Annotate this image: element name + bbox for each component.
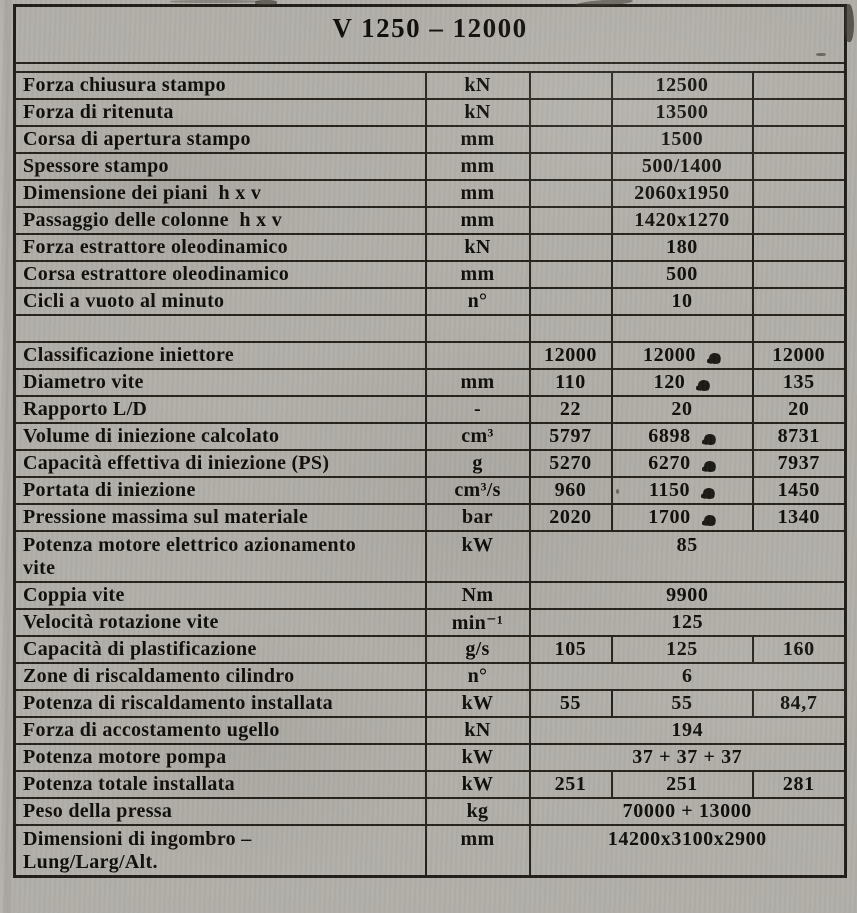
- spec-row: [15, 72, 846, 99]
- spec-row: [15, 423, 846, 450]
- datasheet: [13, 4, 847, 878]
- row-value: [612, 504, 753, 531]
- spec-row: [15, 180, 846, 207]
- row-value-empty: [530, 72, 612, 99]
- row-value: [753, 636, 846, 663]
- row-value-empty: [753, 126, 846, 153]
- row-value: [612, 423, 753, 450]
- spec-row: [15, 450, 846, 477]
- row-label: Peso della pressa: [15, 798, 426, 825]
- row-value: [530, 771, 612, 798]
- row-value-text: 120: [653, 370, 686, 393]
- row-label: Potenza motore pompa: [15, 744, 426, 771]
- title-row: [15, 6, 846, 63]
- row-value-text: 105: [554, 637, 587, 660]
- spec-row: [15, 369, 846, 396]
- row-value: 12500: [612, 72, 753, 99]
- spec-table-body: [15, 6, 846, 877]
- row-unit: kW: [426, 531, 530, 582]
- row-value-text: 12000: [544, 343, 597, 366]
- spec-row: [15, 798, 846, 825]
- spec-row: [15, 636, 846, 663]
- row-value-merged: 194: [530, 717, 846, 744]
- row-value-merged: 125: [530, 609, 846, 636]
- row-value-empty: [530, 180, 612, 207]
- row-value: [530, 315, 612, 342]
- row-value-merged: 37 + 37 + 37: [530, 744, 846, 771]
- spec-row: [15, 153, 846, 180]
- row-unit: g/s: [426, 636, 530, 663]
- row-value-text: 6898: [648, 424, 691, 447]
- row-value-text: 55: [559, 691, 582, 714]
- row-unit: kN: [426, 72, 530, 99]
- row-value-text: 7937: [777, 451, 820, 474]
- spec-table: [13, 4, 847, 878]
- row-label: Dimensione dei piani h x v: [15, 180, 426, 207]
- row-value-text: 8731: [777, 424, 820, 447]
- row-unit: bar: [426, 504, 530, 531]
- row-unit: n°: [426, 663, 530, 690]
- row-value-text: 160: [782, 637, 815, 660]
- row-value: 500: [612, 261, 753, 288]
- page-edge-shadow: [0, 0, 13, 913]
- row-value-empty: [753, 207, 846, 234]
- spec-row: [15, 234, 846, 261]
- row-value: [530, 450, 612, 477]
- row-value-text: 251: [554, 772, 587, 795]
- row-value-text: 1700: [648, 505, 691, 528]
- row-label: Potenza di riscaldamento installata: [15, 690, 426, 717]
- row-value: [530, 690, 612, 717]
- row-value: [612, 396, 753, 423]
- row-value-empty: [530, 207, 612, 234]
- row-label: Capacità effettiva di iniezione (PS): [15, 450, 426, 477]
- title-spacer: [15, 63, 846, 72]
- row-value-empty: [753, 234, 846, 261]
- row-value-text: 6270: [648, 451, 691, 474]
- row-label: Spessore stampo: [15, 153, 426, 180]
- row-value-merged: 9900: [530, 582, 846, 609]
- row-unit: -: [426, 396, 530, 423]
- ink-blot-icon: [702, 433, 717, 447]
- row-value: [530, 477, 612, 504]
- row-value-text: 5797: [549, 424, 592, 447]
- row-value: [753, 771, 846, 798]
- row-value: 1500: [612, 126, 753, 153]
- row-unit: kW: [426, 690, 530, 717]
- ink-blot-icon: [708, 352, 723, 366]
- row-value-empty: [530, 234, 612, 261]
- ink-blot-icon: [702, 487, 717, 501]
- row-label: Capacità di plastificazione: [15, 636, 426, 663]
- spec-row: [15, 504, 846, 531]
- row-label: Rapporto L/D: [15, 396, 426, 423]
- spec-row: [15, 315, 846, 342]
- row-value-empty: [753, 180, 846, 207]
- row-label: Passaggio delle colonne h x v: [15, 207, 426, 234]
- title-spacer-row: [15, 63, 846, 72]
- row-unit: Nm: [426, 582, 530, 609]
- row-value-text: 251: [666, 772, 698, 795]
- row-value-merged: 6: [530, 663, 846, 690]
- spec-row: [15, 825, 846, 877]
- row-value: [753, 315, 846, 342]
- row-value: [612, 771, 753, 798]
- row-unit: mm: [426, 126, 530, 153]
- row-value-text: 20: [788, 397, 810, 420]
- row-label: Zone di riscaldamento cilindro: [15, 663, 426, 690]
- spec-row: [15, 477, 846, 504]
- row-value-text: 110: [555, 370, 586, 393]
- row-value: [530, 342, 612, 369]
- row-label: Forza di ritenuta: [15, 99, 426, 126]
- row-value-empty: [753, 288, 846, 315]
- row-label: Forza di accostamento ugello: [15, 717, 426, 744]
- row-unit: [426, 342, 530, 369]
- spec-row: [15, 582, 846, 609]
- row-label: Forza chiusura stampo: [15, 72, 426, 99]
- row-unit: mm: [426, 825, 530, 877]
- row-value: 10: [612, 288, 753, 315]
- row-value: [753, 690, 846, 717]
- row-value-text: 135: [782, 370, 815, 393]
- spec-row: [15, 744, 846, 771]
- row-unit: [426, 315, 530, 342]
- spec-row: [15, 99, 846, 126]
- row-value-text: 1150: [648, 478, 691, 501]
- row-unit: kN: [426, 99, 530, 126]
- spec-row: [15, 288, 846, 315]
- row-unit: mm: [426, 207, 530, 234]
- spec-row: [15, 396, 846, 423]
- row-value: 1420x1270: [612, 207, 753, 234]
- row-unit: kN: [426, 234, 530, 261]
- row-value-text: 281: [782, 772, 815, 795]
- row-label: Diametro vite: [15, 369, 426, 396]
- row-unit: n°: [426, 288, 530, 315]
- row-unit: mm: [426, 261, 530, 288]
- row-label: Classificazione iniettore: [15, 342, 426, 369]
- row-unit: kW: [426, 771, 530, 798]
- row-value: [530, 423, 612, 450]
- row-value-empty: [530, 261, 612, 288]
- row-label-line2: vite: [23, 556, 56, 579]
- row-label: Velocità rotazione vite: [15, 609, 426, 636]
- row-value-empty: [530, 288, 612, 315]
- row-value: [753, 423, 846, 450]
- machine-model-title: V 1250 – 12000: [15, 6, 846, 63]
- row-label: Coppia vite: [15, 582, 426, 609]
- row-value-merged: 85: [530, 531, 846, 582]
- row-value-empty: [753, 261, 846, 288]
- row-unit: kN: [426, 717, 530, 744]
- ink-blot-icon: [702, 460, 717, 474]
- spec-row: [15, 663, 846, 690]
- row-label: Pressione massima sul materiale: [15, 504, 426, 531]
- row-value: 13500: [612, 99, 753, 126]
- row-unit: kg: [426, 798, 530, 825]
- row-value: [612, 690, 753, 717]
- row-label: Cicli a vuoto al minuto: [15, 288, 426, 315]
- row-value-text: 84,7: [780, 691, 818, 714]
- row-unit: cm³/s: [426, 477, 530, 504]
- row-label-line2: Lung/Larg/Alt.: [23, 850, 158, 873]
- row-value-text: 22: [559, 397, 582, 420]
- row-value-text: 12000: [772, 343, 826, 366]
- row-value: [612, 636, 753, 663]
- row-unit: mm: [426, 180, 530, 207]
- row-value-merged: 70000 + 13000: [530, 798, 846, 825]
- row-unit: kW: [426, 744, 530, 771]
- row-value: [612, 477, 753, 504]
- row-value: [753, 342, 846, 369]
- row-value: [612, 450, 753, 477]
- row-value: [753, 504, 846, 531]
- row-unit: mm: [426, 369, 530, 396]
- row-value: [753, 450, 846, 477]
- ink-blot-icon: [697, 379, 712, 393]
- row-value-text: 20: [671, 397, 693, 420]
- row-unit: g: [426, 450, 530, 477]
- row-value-empty: [753, 99, 846, 126]
- spec-row: [15, 609, 846, 636]
- scan-smudge: [170, 0, 260, 3]
- row-unit: min⁻¹: [426, 609, 530, 636]
- row-unit: cm³: [426, 423, 530, 450]
- spec-row: [15, 342, 846, 369]
- row-value: [530, 396, 612, 423]
- spec-row: [15, 207, 846, 234]
- row-value: 500/1400: [612, 153, 753, 180]
- row-value: [612, 369, 753, 396]
- row-value: [530, 504, 612, 531]
- row-label: Dimensioni di ingombro – Lung/Larg/Alt.: [15, 825, 426, 877]
- row-value-text: 12000: [643, 343, 696, 366]
- row-value-empty: [530, 153, 612, 180]
- row-value-text: 960: [554, 478, 587, 501]
- row-value: 2060x1950: [612, 180, 753, 207]
- row-value: [612, 342, 753, 369]
- row-value: [530, 636, 612, 663]
- row-value-empty: [530, 99, 612, 126]
- row-label: Forza estrattore oleodinamico: [15, 234, 426, 261]
- row-label: Portata di iniezione: [15, 477, 426, 504]
- row-label: [15, 315, 426, 342]
- row-value-text: 5270: [549, 451, 592, 474]
- row-label: Potenza totale installata: [15, 771, 426, 798]
- spec-row: [15, 531, 846, 582]
- row-value-text: 2020: [549, 505, 592, 528]
- row-value-empty: [753, 153, 846, 180]
- spec-row: [15, 261, 846, 288]
- row-value: [753, 396, 846, 423]
- spec-row: [15, 690, 846, 717]
- row-value-empty: [753, 72, 846, 99]
- row-value: [753, 477, 846, 504]
- spec-row: [15, 717, 846, 744]
- row-value: [753, 369, 846, 396]
- row-value-text: 55: [671, 691, 693, 714]
- ink-blot-icon: [702, 514, 717, 528]
- spec-row: [15, 771, 846, 798]
- row-value-text: 1340: [777, 505, 820, 528]
- row-value: 180: [612, 234, 753, 261]
- row-value-text: 125: [666, 637, 698, 660]
- row-label: Corsa estrattore oleodinamico: [15, 261, 426, 288]
- row-label: Potenza motore elettrico azionamento vite: [15, 531, 426, 582]
- row-value: [612, 315, 753, 342]
- spec-row: [15, 126, 846, 153]
- row-value-merged: 14200x3100x2900: [530, 825, 846, 877]
- row-label: Corsa di apertura stampo: [15, 126, 426, 153]
- row-value-text: 1450: [777, 478, 820, 501]
- row-value: [530, 369, 612, 396]
- row-unit: mm: [426, 153, 530, 180]
- row-label: Volume di iniezione calcolato: [15, 423, 426, 450]
- row-value-empty: [530, 126, 612, 153]
